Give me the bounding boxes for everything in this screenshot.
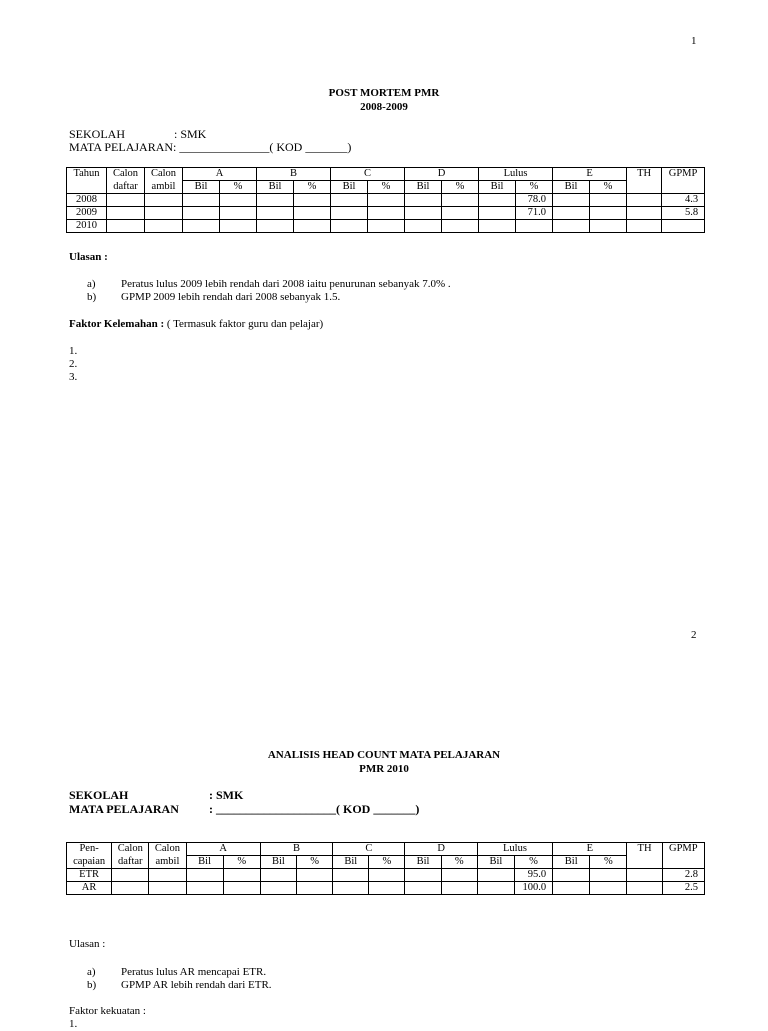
table-subheader-row [67,181,705,194]
ulasan-heading: Ulasan : [69,251,108,263]
header-cell: GPMP [662,843,704,856]
header-cell: Bil [553,856,590,869]
page-title: ANALISIS HEAD COUNT MATA PELAJARAN [267,749,501,761]
header-cell [67,181,107,194]
header-cell: E [553,168,627,181]
table-row [67,194,705,207]
header-cell: E [553,843,627,856]
page-number: 2 [691,629,697,641]
lulus-pct-cell: 71.0 [516,207,553,220]
lulus-pct-cell [516,220,553,233]
header-cell: % [369,856,405,869]
header-cell: % [516,181,553,194]
post-mortem-table [66,167,705,233]
subject-value: : ____________________( KOD _______) [209,802,420,816]
faktor-list [69,345,77,384]
ulasan-list [87,966,687,996]
header-cell: TH [627,843,662,856]
faktor-label: Faktor Kelemahan : [69,318,165,330]
header-cell [627,181,662,194]
header-cell: Calon [149,843,186,856]
header-cell: Bil [477,856,514,869]
gpmp-cell [662,220,705,233]
faktor-heading [69,318,323,330]
header-cell: % [220,181,257,194]
list-marker: b) [87,979,97,991]
school-label: SEKOLAH [69,788,129,802]
header-cell: Bil [405,856,441,869]
header-cell: TH [627,168,662,181]
header-cell [662,856,704,869]
list-text: GPMP 2009 lebih rendah dari 2008 sebanyak 1.5. [121,291,341,303]
header-cell: B [260,843,332,856]
header-cell: Bil [331,181,368,194]
header-cell: Tahun [67,168,107,181]
header-cell: Bil [257,181,294,194]
subject-value: : _______________( KOD _______) [173,140,352,154]
table-subheader-row [67,856,705,869]
header-cell: % [442,181,479,194]
header-cell: Bil [405,181,442,194]
subject-label: MATA PELAJARAN [69,140,174,154]
header-cell: % [368,181,405,194]
year-cell: 2009 [67,207,107,220]
faktor-heading: Faktor kekuatan : [69,1005,146,1017]
header-cell: A [183,168,257,181]
header-cell: Calon [107,168,145,181]
row-label-cell: ETR [67,869,112,882]
header-cell: % [223,856,260,869]
header-cell: Lulus [477,843,552,856]
faktor-note: ( Termasuk faktor guru dan pelajar) [164,318,324,330]
header-cell: Lulus [479,168,553,181]
header-cell: C [331,168,405,181]
table-header-row [67,168,705,181]
head-count-table [66,842,705,895]
header-cell: % [514,856,552,869]
table-header-row [67,843,705,856]
gpmp-cell: 4.3 [662,194,705,207]
gpmp-cell: 2.8 [662,869,704,882]
lulus-pct-cell: 100.0 [514,882,552,895]
list-item: 1. [69,1018,78,1030]
subject-label: MATA PELAJARAN [69,802,179,816]
header-cell: capaian [67,856,112,869]
header-cell: Bil [553,181,590,194]
list-item: 1. [69,345,78,357]
header-cell: ambil [149,856,186,869]
header-cell: Pen- [67,843,112,856]
header-cell: GPMP [662,168,705,181]
header-cell [662,181,705,194]
lulus-pct-cell: 95.0 [514,869,552,882]
table-row [67,869,705,882]
page-subtitle: PMR 2010 [359,763,409,775]
header-cell: Calon [112,843,149,856]
header-cell: Bil [260,856,296,869]
header-cell: % [441,856,477,869]
gpmp-cell: 2.5 [662,882,704,895]
header-cell: Calon [145,168,183,181]
ulasan-heading: Ulasan : [69,938,106,950]
header-cell: Bil [186,856,223,869]
table-row [67,207,705,220]
header-cell: D [405,168,479,181]
list-marker: b) [87,291,97,303]
school-value: : SMK [209,788,244,802]
table-row [67,220,705,233]
header-cell: C [333,843,405,856]
header-cell [627,856,662,869]
list-item: 2. [69,358,78,370]
lulus-pct-cell: 78.0 [516,194,553,207]
header-cell: Bil [333,856,369,869]
list-text: Peratus lulus AR mencapai ETR. [121,966,267,978]
header-cell: daftar [112,856,149,869]
header-cell: A [186,843,260,856]
page-subtitle: 2008-2009 [360,101,408,113]
header-cell: Bil [183,181,220,194]
header-cell: daftar [107,181,145,194]
header-cell: Bil [479,181,516,194]
school-label: SEKOLAH [69,127,125,141]
list-marker: a) [87,966,96,978]
gpmp-cell: 5.8 [662,207,705,220]
list-item: 3. [69,371,78,383]
page-number: 1 [691,35,697,47]
list-marker: a) [87,278,96,290]
header-cell: % [590,181,627,194]
row-label-cell: AR [67,882,112,895]
table-row [67,882,705,895]
year-cell: 2010 [67,220,107,233]
header-cell: % [296,856,332,869]
school-value: : SMK [174,127,207,141]
page-title: POST MORTEM PMR [328,87,440,99]
header-cell: B [257,168,331,181]
header-cell: % [294,181,331,194]
ulasan-list [87,278,687,308]
list-text: GPMP AR lebih rendah dari ETR. [121,979,272,991]
header-cell: ambil [145,181,183,194]
list-text: Peratus lulus 2009 lebih rendah dari 2008 iaitu penurunan sebanyak 7.0% . [121,278,451,290]
header-cell: D [405,843,477,856]
year-cell: 2008 [67,194,107,207]
faktor-list [69,1018,77,1031]
header-cell: % [590,856,627,869]
